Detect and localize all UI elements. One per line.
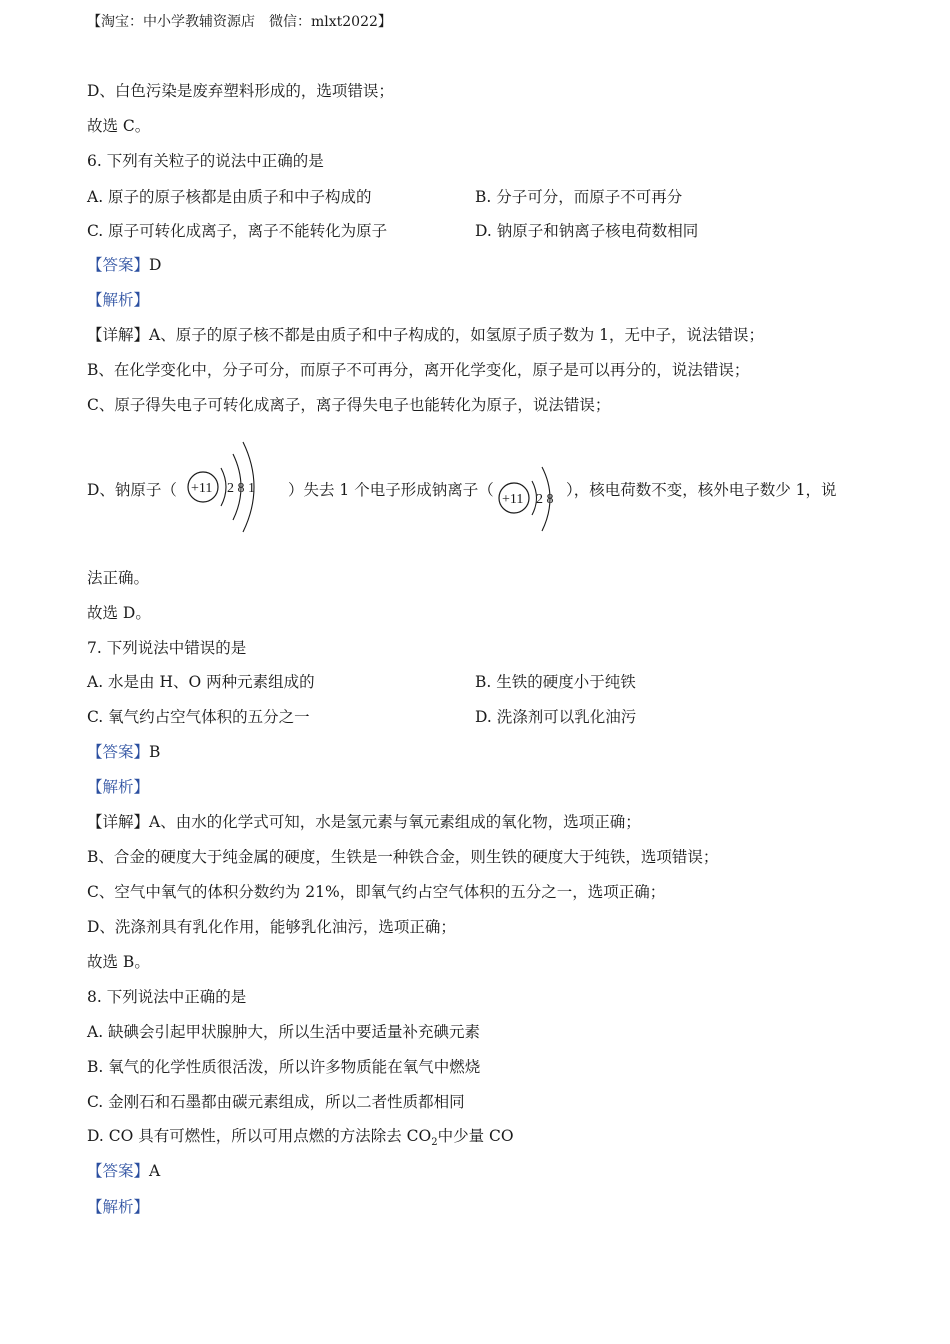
sodium-ion-diagram — [494, 455, 569, 545]
q8-stem: 8. 下列说法中正确的是 — [87, 988, 247, 1006]
q7-answer — [87, 741, 160, 763]
q7-stem: 7. 下列说法中错误的是 — [87, 639, 247, 657]
q8-option-d — [87, 1125, 514, 1154]
q7-analysis-tag: 【解析】 — [87, 778, 150, 796]
q8-answer — [87, 1160, 160, 1182]
q7-option-a: A. 水是由 H、O 两种元素组成的 — [87, 673, 315, 691]
q7-option-d: D. 洗涤剂可以乳化油污 — [475, 708, 637, 726]
q6-stem: 6. 下列有关粒子的说法中正确的是 — [87, 152, 324, 170]
q6-detail-a — [87, 324, 764, 346]
detail-tag: 【详解】 — [87, 813, 150, 831]
q8-option-c: C. 金刚石和石墨都由碳元素组成，所以二者性质都相同 — [87, 1093, 465, 1111]
option-d-text: D. CO 具有可燃性，所以可用点燃的方法除去 CO — [87, 1127, 432, 1145]
q8-analysis-tag: 【解析】 — [87, 1198, 150, 1216]
detail-d-part1: D、钠原子（ — [87, 481, 177, 499]
q6-detail-d-middle: ）失去 1 个电子形成钠离子（ — [288, 481, 494, 499]
q7-detail-b: B、合金的硬度大于纯金属的硬度，生铁是一种铁合金，则生铁的硬度大于纯铁，选项错误； — [87, 848, 719, 866]
prev-option-d-explanation: D、白色污染是废弃塑料形成的，选项错误； — [87, 82, 394, 100]
page-header: 【淘宝：中小学教辅资源店 微信：mlxt2022】 — [87, 14, 392, 30]
answer-tag: 【答案】 — [87, 743, 150, 761]
q7-conclusion: 故选 B。 — [87, 953, 150, 971]
answer-value: A — [149, 1162, 161, 1180]
q8-option-a: A. 缺碘会引起甲状腺肿大，所以生活中要适量补充碘元素 — [87, 1023, 481, 1041]
q6-answer — [87, 254, 161, 276]
q6-option-c: C. 原子可转化成离子，离子不能转化为原子 — [87, 222, 388, 240]
q6-detail-c: C、原子得失电子可转化成离子，离子得失电子也能转化为原子，说法错误； — [87, 396, 611, 414]
subscript-2: 2 — [431, 1137, 438, 1149]
atom-nucleus-label: +11 — [191, 481, 213, 496]
q7-detail-c: C、空气中氧气的体积分数约为 21%，即氧气约占空气体积的五分之一，选项正确； — [87, 883, 666, 901]
option-d-text-end: 中少量 CO — [437, 1127, 514, 1145]
q6-detail-d-continued: 法正确。 — [87, 569, 150, 587]
q7-detail-a — [87, 811, 641, 833]
q7-detail-d: D、洗涤剂具有乳化作用，能够乳化油污，选项正确； — [87, 918, 456, 936]
q6-option-b: B. 分子可分，而原子不可再分 — [475, 188, 683, 206]
answer-value: D — [149, 256, 162, 274]
answer-tag: 【答案】 — [87, 1162, 150, 1180]
q6-detail-b: B、在化学变化中，分子可分，而原子不可再分，离开化学变化，原子是可以再分的，说法错误； — [87, 361, 750, 379]
detail-text: A、原子的原子核不都是由质子和中子构成的，如氢原子质子数为 1，无中子，说法错误； — [149, 326, 765, 344]
q6-option-d: D. 钠原子和钠离子核电荷数相同 — [475, 222, 699, 240]
sodium-atom-diagram — [183, 430, 283, 542]
atom-shell-electrons: 2 8 1 — [227, 481, 255, 496]
q8-option-b: B. 氧气的化学性质很活泼，所以许多物质能在氧气中燃烧 — [87, 1058, 481, 1076]
q7-option-b: B. 生铁的硬度小于纯铁 — [475, 673, 636, 691]
q6-analysis-tag: 【解析】 — [87, 291, 150, 309]
q6-option-a: A. 原子的原子核都是由质子和中子构成的 — [87, 188, 372, 206]
q6-detail-d-end: ），核电荷数不变，核外电子数少 1，说 — [566, 481, 837, 499]
detail-tag: 【详解】 — [87, 326, 150, 344]
q7-option-c: C. 氧气约占空气体积的五分之一 — [87, 708, 310, 726]
answer-value: B — [149, 743, 161, 761]
prev-conclusion: 故选 C。 — [87, 117, 151, 135]
q6-conclusion: 故选 D。 — [87, 604, 151, 622]
detail-text: A、由水的化学式可知，水是氢元素与氧元素组成的氧化物，选项正确； — [149, 813, 641, 831]
ion-shell-electrons: 2 8 — [536, 492, 554, 507]
ion-nucleus-label: +11 — [502, 492, 524, 507]
answer-tag: 【答案】 — [87, 256, 150, 274]
q6-detail-d — [87, 479, 177, 501]
